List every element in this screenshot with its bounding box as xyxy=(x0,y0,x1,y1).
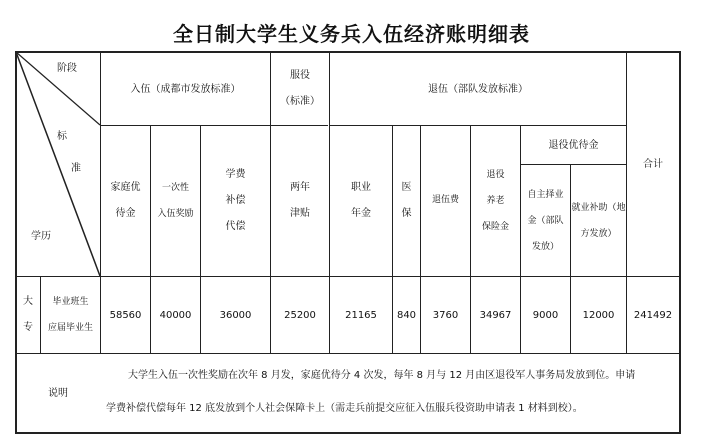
header-tuition-line3: 代偿 xyxy=(225,221,246,232)
page-title: 全日制大学生义务兵入伍经济账明细表 xyxy=(173,22,530,46)
header-employ-line1: 就业补助（地 xyxy=(571,202,626,213)
header-standard-1: 标 xyxy=(57,130,67,142)
value-allowance: 25200 xyxy=(284,309,316,321)
value-total: 241492 xyxy=(633,309,673,321)
value-self-employ: 9000 xyxy=(532,309,559,321)
header-self-line3: 发放） xyxy=(531,241,559,252)
header-medical xyxy=(393,126,420,276)
value-employment-aid: 12000 xyxy=(582,309,615,321)
header-retire-bonus: 退役优待金 xyxy=(548,139,599,151)
header-onetime-line2: 入伍奖励 xyxy=(157,209,194,219)
header-pension-line3: 保险金 xyxy=(481,222,509,232)
note-line-2: 学费补偿代偿每年 12 底发放到个人社会保障卡上（需走兵前提交应征入伍服兵役资助申请表 1 材料到校）。 xyxy=(106,403,583,414)
table-line-hidden xyxy=(100,353,101,434)
header-pension xyxy=(471,126,520,276)
header-retire: 退伍（部队发放标准） xyxy=(428,83,528,95)
table-border-bottom xyxy=(15,432,680,434)
value-family-bonus: 58560 xyxy=(109,309,142,321)
header-service-line2: （标准） xyxy=(280,96,320,107)
header-annuity xyxy=(330,126,392,276)
header-self-line2: 金（部队 xyxy=(527,215,564,226)
header-onetime-reward xyxy=(151,126,200,276)
row-level-line1: 大 xyxy=(23,296,33,307)
header-education: 学历 xyxy=(31,230,51,242)
value-retire-fee: 3760 xyxy=(432,309,459,321)
value-tuition: 36000 xyxy=(219,309,252,321)
header-allowance-line1: 两年 xyxy=(290,182,310,193)
value-medical: 840 xyxy=(396,309,417,321)
header-stage: 阶段 xyxy=(57,62,77,74)
row-level xyxy=(16,277,40,353)
header-total: 合计 xyxy=(643,159,663,170)
header-allowance-line2: 津贴 xyxy=(290,208,310,219)
header-medical-line1: 医 xyxy=(401,182,412,193)
header-pension-line2: 养老 xyxy=(486,196,505,206)
header-pension-line1: 退役 xyxy=(486,170,505,180)
row-type xyxy=(41,277,100,353)
header-retire-fee: 退伍费 xyxy=(431,195,459,206)
header-family-line1: 家庭优 xyxy=(110,182,141,193)
row-type-line1: 毕业班生 xyxy=(52,297,89,307)
header-medical-line2: 保 xyxy=(401,208,412,219)
note-line-1: 大学生入伍一次性奖励在次年 8 月发，家庭优待分 4 次发，每年 8 月与 12 月由区退役军人事务局发放到位。申请 xyxy=(128,370,636,381)
note-label: 说明 xyxy=(48,387,68,399)
table-line xyxy=(15,353,680,354)
header-standard-2: 准 xyxy=(71,162,81,174)
value-onetime-reward: 40000 xyxy=(159,309,192,321)
table-border-right xyxy=(679,51,681,434)
row-level-line2: 专 xyxy=(23,322,33,333)
header-family-line2: 待金 xyxy=(115,208,136,219)
header-tuition-line2: 补偿 xyxy=(225,195,246,206)
header-enlist: 入伍（成都市发放标准） xyxy=(130,83,241,95)
header-service-line1: 服役 xyxy=(290,70,310,81)
header-allowance xyxy=(271,126,329,276)
header-self-line1: 自主择业 xyxy=(527,189,564,200)
header-annuity-line2: 年金 xyxy=(351,208,371,219)
header-onetime-line1: 一次性 xyxy=(161,183,189,193)
header-employment-aid xyxy=(571,165,626,276)
header-tuition-line1: 学费 xyxy=(225,169,246,180)
header-employ-line2: 方发放） xyxy=(580,228,617,239)
header-annuity-line1: 职业 xyxy=(351,182,371,193)
header-family-bonus xyxy=(101,126,150,276)
value-annuity: 21165 xyxy=(345,309,377,321)
row-type-line2: 应届毕业生 xyxy=(47,323,93,333)
header-tuition xyxy=(201,126,270,276)
header-self-employ xyxy=(521,165,570,276)
value-pension: 34967 xyxy=(479,309,512,321)
header-service xyxy=(271,53,329,125)
